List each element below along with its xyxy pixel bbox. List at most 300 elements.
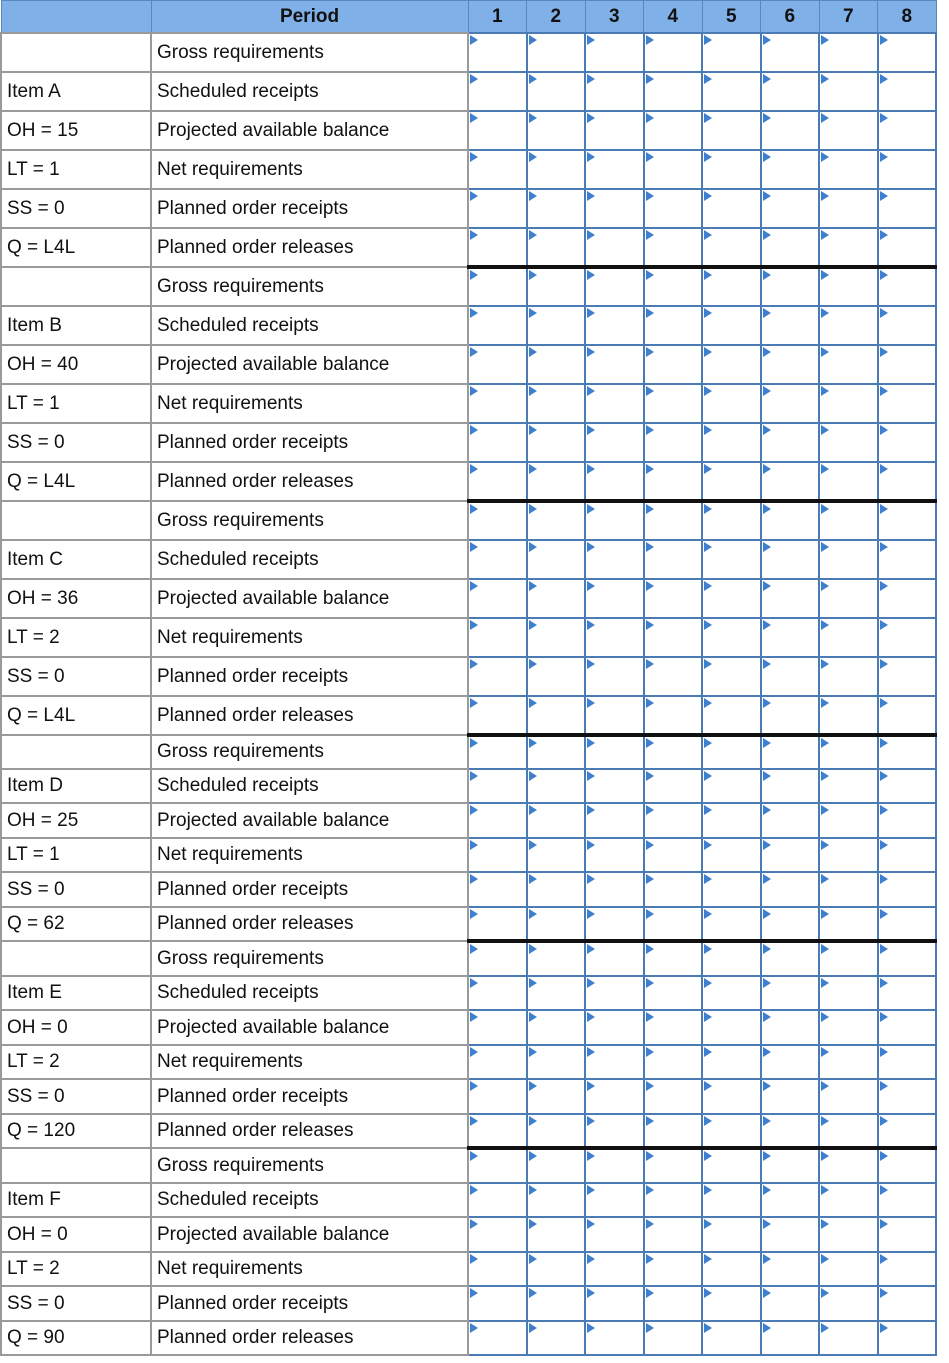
item-3-planned-order-releases-period-2-input[interactable]	[528, 697, 585, 733]
item-1-net-requirements-period-3-input[interactable]	[586, 151, 643, 188]
input-cell[interactable]	[819, 345, 878, 384]
item-6-net-requirements-period-4-input[interactable]	[645, 1253, 702, 1285]
item-1-net-requirements-period-5-input[interactable]	[703, 151, 760, 188]
input-cell[interactable]	[702, 306, 761, 345]
input-cell[interactable]	[819, 872, 878, 907]
item-3-planned-order-releases-period-8-input[interactable]	[879, 697, 936, 733]
input-cell[interactable]	[702, 267, 761, 306]
item-3-gross-requirements-period-4-input[interactable]	[645, 503, 702, 539]
item-1-projected-available-balance-period-2-input[interactable]	[528, 112, 585, 149]
item-4-gross-requirements-period-6-input[interactable]	[762, 737, 819, 768]
input-cell[interactable]	[644, 189, 703, 228]
item-3-projected-available-balance-period-4-input[interactable]	[645, 580, 702, 617]
item-3-projected-available-balance-period-8-input[interactable]	[879, 580, 936, 617]
item-3-gross-requirements-period-8-input[interactable]	[879, 503, 936, 539]
input-cell[interactable]	[702, 501, 761, 540]
input-cell[interactable]	[468, 1010, 527, 1045]
item-3-planned-order-receipts-period-8-input[interactable]	[879, 658, 936, 695]
input-cell[interactable]	[761, 423, 820, 462]
item-2-scheduled-receipts-period-7-input[interactable]	[820, 307, 877, 344]
input-cell[interactable]	[819, 189, 878, 228]
item-4-projected-available-balance-period-8-input[interactable]	[879, 804, 936, 837]
input-cell[interactable]	[527, 306, 586, 345]
input-cell[interactable]	[702, 1217, 761, 1252]
input-cell[interactable]	[878, 657, 937, 696]
item-4-planned-order-receipts-period-4-input[interactable]	[645, 873, 702, 906]
input-cell[interactable]	[819, 228, 878, 267]
item-2-net-requirements-period-8-input[interactable]	[879, 385, 936, 422]
input-cell[interactable]	[527, 657, 586, 696]
input-cell[interactable]	[819, 838, 878, 872]
input-cell[interactable]	[878, 1045, 937, 1079]
input-cell[interactable]	[585, 345, 644, 384]
item-2-scheduled-receipts-period-4-input[interactable]	[645, 307, 702, 344]
input-cell[interactable]	[527, 345, 586, 384]
item-2-projected-available-balance-period-8-input[interactable]	[879, 346, 936, 383]
input-cell[interactable]	[819, 1045, 878, 1079]
input-cell[interactable]	[819, 769, 878, 803]
item-4-planned-order-releases-period-5-input[interactable]	[703, 908, 760, 939]
item-1-planned-order-releases-period-6-input[interactable]	[762, 229, 819, 265]
input-cell[interactable]	[761, 1286, 820, 1321]
input-cell[interactable]	[761, 384, 820, 423]
input-cell[interactable]	[585, 941, 644, 976]
item-6-projected-available-balance-period-5-input[interactable]	[703, 1218, 760, 1251]
input-cell[interactable]	[819, 540, 878, 579]
input-cell[interactable]	[585, 1010, 644, 1045]
input-cell[interactable]	[702, 1010, 761, 1045]
item-6-scheduled-receipts-period-3-input[interactable]	[586, 1184, 643, 1216]
item-5-net-requirements-period-6-input[interactable]	[762, 1046, 819, 1078]
item-1-projected-available-balance-period-6-input[interactable]	[762, 112, 819, 149]
input-cell[interactable]	[468, 696, 527, 735]
item-4-gross-requirements-period-8-input[interactable]	[879, 737, 936, 768]
item-2-planned-order-releases-period-8-input[interactable]	[879, 463, 936, 499]
input-cell[interactable]	[761, 1183, 820, 1217]
input-cell[interactable]	[819, 111, 878, 150]
input-cell[interactable]	[644, 735, 703, 769]
input-cell[interactable]	[585, 1183, 644, 1217]
item-6-planned-order-receipts-period-3-input[interactable]	[586, 1287, 643, 1320]
item-1-projected-available-balance-period-1-input[interactable]	[469, 112, 526, 149]
item-2-gross-requirements-period-8-input[interactable]	[879, 269, 936, 305]
input-cell[interactable]	[761, 657, 820, 696]
input-cell[interactable]	[819, 657, 878, 696]
item-2-planned-order-releases-period-4-input[interactable]	[645, 463, 702, 499]
item-3-planned-order-receipts-period-4-input[interactable]	[645, 658, 702, 695]
input-cell[interactable]	[761, 501, 820, 540]
item-3-planned-order-receipts-period-1-input[interactable]	[469, 658, 526, 695]
input-cell[interactable]	[819, 976, 878, 1010]
input-cell[interactable]	[644, 1148, 703, 1183]
input-cell[interactable]	[644, 838, 703, 872]
item-5-scheduled-receipts-period-3-input[interactable]	[586, 977, 643, 1009]
item-5-scheduled-receipts-period-2-input[interactable]	[528, 977, 585, 1009]
item-6-gross-requirements-period-7-input[interactable]	[820, 1150, 877, 1182]
item-2-scheduled-receipts-period-8-input[interactable]	[879, 307, 936, 344]
item-6-planned-order-receipts-period-7-input[interactable]	[820, 1287, 877, 1320]
item-1-projected-available-balance-period-8-input[interactable]	[879, 112, 936, 149]
item-1-gross-requirements-period-6-input[interactable]	[762, 34, 819, 71]
input-cell[interactable]	[761, 540, 820, 579]
input-cell[interactable]	[819, 423, 878, 462]
input-cell[interactable]	[527, 1183, 586, 1217]
item-2-projected-available-balance-period-1-input[interactable]	[469, 346, 526, 383]
item-3-projected-available-balance-period-2-input[interactable]	[528, 580, 585, 617]
input-cell[interactable]	[644, 306, 703, 345]
item-5-gross-requirements-period-8-input[interactable]	[879, 943, 936, 975]
item-2-net-requirements-period-2-input[interactable]	[528, 385, 585, 422]
input-cell[interactable]	[585, 769, 644, 803]
input-cell[interactable]	[644, 501, 703, 540]
input-cell[interactable]	[761, 72, 820, 111]
input-cell[interactable]	[585, 267, 644, 306]
input-cell[interactable]	[761, 579, 820, 618]
item-3-scheduled-receipts-period-8-input[interactable]	[879, 541, 936, 578]
item-1-planned-order-releases-period-7-input[interactable]	[820, 229, 877, 265]
item-6-net-requirements-period-5-input[interactable]	[703, 1253, 760, 1285]
item-6-planned-order-receipts-period-6-input[interactable]	[762, 1287, 819, 1320]
item-6-planned-order-receipts-period-4-input[interactable]	[645, 1287, 702, 1320]
input-cell[interactable]	[527, 228, 586, 267]
input-cell[interactable]	[702, 228, 761, 267]
input-cell[interactable]	[702, 462, 761, 501]
input-cell[interactable]	[702, 803, 761, 838]
input-cell[interactable]	[761, 803, 820, 838]
item-6-projected-available-balance-period-6-input[interactable]	[762, 1218, 819, 1251]
item-3-planned-order-receipts-period-3-input[interactable]	[586, 658, 643, 695]
input-cell[interactable]	[702, 345, 761, 384]
item-5-gross-requirements-period-7-input[interactable]	[820, 943, 877, 975]
item-1-gross-requirements-period-4-input[interactable]	[645, 34, 702, 71]
input-cell[interactable]	[702, 1045, 761, 1079]
item-5-projected-available-balance-period-8-input[interactable]	[879, 1011, 936, 1044]
input-cell[interactable]	[644, 618, 703, 657]
item-2-projected-available-balance-period-2-input[interactable]	[528, 346, 585, 383]
input-cell[interactable]	[644, 769, 703, 803]
item-4-projected-available-balance-period-2-input[interactable]	[528, 804, 585, 837]
input-cell[interactable]	[585, 838, 644, 872]
item-6-scheduled-receipts-period-1-input[interactable]	[469, 1184, 526, 1216]
item-6-gross-requirements-period-4-input[interactable]	[645, 1150, 702, 1182]
item-2-gross-requirements-period-7-input[interactable]	[820, 269, 877, 305]
input-cell[interactable]	[468, 579, 527, 618]
item-3-projected-available-balance-period-1-input[interactable]	[469, 580, 526, 617]
input-cell[interactable]	[819, 803, 878, 838]
item-4-projected-available-balance-period-3-input[interactable]	[586, 804, 643, 837]
item-1-gross-requirements-period-7-input[interactable]	[820, 34, 877, 71]
item-6-planned-order-receipts-period-5-input[interactable]	[703, 1287, 760, 1320]
input-cell[interactable]	[468, 1217, 527, 1252]
item-5-planned-order-receipts-period-1-input[interactable]	[469, 1080, 526, 1113]
input-cell[interactable]	[761, 696, 820, 735]
input-cell[interactable]	[702, 696, 761, 735]
item-3-scheduled-receipts-period-2-input[interactable]	[528, 541, 585, 578]
item-1-planned-order-receipts-period-7-input[interactable]	[820, 190, 877, 227]
item-5-projected-available-balance-period-7-input[interactable]	[820, 1011, 877, 1044]
item-1-scheduled-receipts-period-6-input[interactable]	[762, 73, 819, 110]
item-6-net-requirements-period-1-input[interactable]	[469, 1253, 526, 1285]
item-2-planned-order-receipts-period-7-input[interactable]	[820, 424, 877, 461]
item-4-gross-requirements-period-5-input[interactable]	[703, 737, 760, 768]
item-6-planned-order-releases-period-5-input[interactable]	[703, 1322, 760, 1354]
item-3-projected-available-balance-period-6-input[interactable]	[762, 580, 819, 617]
item-4-planned-order-releases-period-4-input[interactable]	[645, 908, 702, 939]
item-3-gross-requirements-period-5-input[interactable]	[703, 503, 760, 539]
input-cell[interactable]	[878, 267, 937, 306]
item-6-scheduled-receipts-period-6-input[interactable]	[762, 1184, 819, 1216]
item-2-gross-requirements-period-4-input[interactable]	[645, 269, 702, 305]
item-2-planned-order-releases-period-6-input[interactable]	[762, 463, 819, 499]
item-3-planned-order-releases-period-3-input[interactable]	[586, 697, 643, 733]
input-cell[interactable]	[761, 872, 820, 907]
item-6-gross-requirements-period-3-input[interactable]	[586, 1150, 643, 1182]
item-4-planned-order-receipts-period-6-input[interactable]	[762, 873, 819, 906]
item-4-net-requirements-period-7-input[interactable]	[820, 839, 877, 871]
input-cell[interactable]	[468, 462, 527, 501]
item-4-projected-available-balance-period-6-input[interactable]	[762, 804, 819, 837]
item-2-projected-available-balance-period-6-input[interactable]	[762, 346, 819, 383]
item-2-net-requirements-period-4-input[interactable]	[645, 385, 702, 422]
item-1-scheduled-receipts-period-5-input[interactable]	[703, 73, 760, 110]
input-cell[interactable]	[819, 941, 878, 976]
input-cell[interactable]	[878, 150, 937, 189]
input-cell[interactable]	[585, 1148, 644, 1183]
item-5-planned-order-releases-period-2-input[interactable]	[528, 1115, 585, 1146]
input-cell[interactable]	[585, 501, 644, 540]
input-cell[interactable]	[702, 33, 761, 72]
item-3-net-requirements-period-1-input[interactable]	[469, 619, 526, 656]
item-3-scheduled-receipts-period-6-input[interactable]	[762, 541, 819, 578]
input-cell[interactable]	[644, 907, 703, 941]
item-1-net-requirements-period-8-input[interactable]	[879, 151, 936, 188]
input-cell[interactable]	[761, 907, 820, 941]
input-cell[interactable]	[644, 1079, 703, 1114]
input-cell[interactable]	[702, 423, 761, 462]
item-3-projected-available-balance-period-5-input[interactable]	[703, 580, 760, 617]
item-3-net-requirements-period-5-input[interactable]	[703, 619, 760, 656]
input-cell[interactable]	[644, 1252, 703, 1286]
item-5-planned-order-receipts-period-2-input[interactable]	[528, 1080, 585, 1113]
input-cell[interactable]	[644, 267, 703, 306]
input-cell[interactable]	[878, 501, 937, 540]
item-4-scheduled-receipts-period-1-input[interactable]	[469, 770, 526, 802]
input-cell[interactable]	[585, 872, 644, 907]
item-3-planned-order-receipts-period-7-input[interactable]	[820, 658, 877, 695]
input-cell[interactable]	[878, 976, 937, 1010]
input-cell[interactable]	[878, 579, 937, 618]
item-5-planned-order-releases-period-3-input[interactable]	[586, 1115, 643, 1146]
input-cell[interactable]	[468, 1114, 527, 1148]
input-cell[interactable]	[585, 735, 644, 769]
item-4-planned-order-receipts-period-3-input[interactable]	[586, 873, 643, 906]
input-cell[interactable]	[761, 228, 820, 267]
input-cell[interactable]	[819, 33, 878, 72]
item-4-net-requirements-period-5-input[interactable]	[703, 839, 760, 871]
item-5-gross-requirements-period-1-input[interactable]	[469, 943, 526, 975]
input-cell[interactable]	[468, 423, 527, 462]
input-cell[interactable]	[819, 501, 878, 540]
input-cell[interactable]	[761, 838, 820, 872]
item-1-projected-available-balance-period-5-input[interactable]	[703, 112, 760, 149]
item-4-net-requirements-period-6-input[interactable]	[762, 839, 819, 871]
item-5-net-requirements-period-8-input[interactable]	[879, 1046, 936, 1078]
input-cell[interactable]	[761, 618, 820, 657]
item-4-scheduled-receipts-period-3-input[interactable]	[586, 770, 643, 802]
item-5-planned-order-releases-period-6-input[interactable]	[762, 1115, 819, 1146]
item-2-planned-order-receipts-period-6-input[interactable]	[762, 424, 819, 461]
item-2-scheduled-receipts-period-1-input[interactable]	[469, 307, 526, 344]
input-cell[interactable]	[468, 1079, 527, 1114]
input-cell[interactable]	[468, 150, 527, 189]
item-4-planned-order-releases-period-1-input[interactable]	[469, 908, 526, 939]
item-3-projected-available-balance-period-3-input[interactable]	[586, 580, 643, 617]
input-cell[interactable]	[644, 33, 703, 72]
item-2-planned-order-releases-period-1-input[interactable]	[469, 463, 526, 499]
input-cell[interactable]	[527, 872, 586, 907]
item-1-projected-available-balance-period-3-input[interactable]	[586, 112, 643, 149]
item-6-projected-available-balance-period-1-input[interactable]	[469, 1218, 526, 1251]
input-cell[interactable]	[468, 1321, 527, 1355]
item-6-planned-order-releases-period-7-input[interactable]	[820, 1322, 877, 1354]
input-cell[interactable]	[527, 189, 586, 228]
item-1-net-requirements-period-4-input[interactable]	[645, 151, 702, 188]
item-5-gross-requirements-period-5-input[interactable]	[703, 943, 760, 975]
item-1-scheduled-receipts-period-8-input[interactable]	[879, 73, 936, 110]
input-cell[interactable]	[644, 150, 703, 189]
item-6-net-requirements-period-8-input[interactable]	[879, 1253, 936, 1285]
input-cell[interactable]	[878, 1217, 937, 1252]
item-3-gross-requirements-period-1-input[interactable]	[469, 503, 526, 539]
item-5-scheduled-receipts-period-5-input[interactable]	[703, 977, 760, 1009]
item-1-planned-order-receipts-period-8-input[interactable]	[879, 190, 936, 227]
input-cell[interactable]	[468, 941, 527, 976]
input-cell[interactable]	[878, 423, 937, 462]
item-6-net-requirements-period-6-input[interactable]	[762, 1253, 819, 1285]
item-6-planned-order-releases-period-3-input[interactable]	[586, 1322, 643, 1354]
input-cell[interactable]	[468, 33, 527, 72]
input-cell[interactable]	[468, 345, 527, 384]
input-cell[interactable]	[878, 1183, 937, 1217]
item-5-net-requirements-period-4-input[interactable]	[645, 1046, 702, 1078]
input-cell[interactable]	[878, 872, 937, 907]
item-3-planned-order-receipts-period-2-input[interactable]	[528, 658, 585, 695]
item-3-scheduled-receipts-period-5-input[interactable]	[703, 541, 760, 578]
input-cell[interactable]	[468, 384, 527, 423]
input-cell[interactable]	[527, 976, 586, 1010]
input-cell[interactable]	[585, 306, 644, 345]
item-2-net-requirements-period-1-input[interactable]	[469, 385, 526, 422]
input-cell[interactable]	[819, 267, 878, 306]
item-3-gross-requirements-period-3-input[interactable]	[586, 503, 643, 539]
input-cell[interactable]	[878, 1252, 937, 1286]
item-2-gross-requirements-period-6-input[interactable]	[762, 269, 819, 305]
input-cell[interactable]	[644, 111, 703, 150]
item-2-planned-order-receipts-period-8-input[interactable]	[879, 424, 936, 461]
input-cell[interactable]	[878, 1286, 937, 1321]
input-cell[interactable]	[819, 384, 878, 423]
item-4-planned-order-releases-period-2-input[interactable]	[528, 908, 585, 939]
item-6-scheduled-receipts-period-2-input[interactable]	[528, 1184, 585, 1216]
input-cell[interactable]	[468, 189, 527, 228]
input-cell[interactable]	[527, 1321, 586, 1355]
item-5-projected-available-balance-period-5-input[interactable]	[703, 1011, 760, 1044]
item-5-planned-order-receipts-period-3-input[interactable]	[586, 1080, 643, 1113]
item-4-scheduled-receipts-period-5-input[interactable]	[703, 770, 760, 802]
input-cell[interactable]	[527, 33, 586, 72]
item-5-projected-available-balance-period-3-input[interactable]	[586, 1011, 643, 1044]
input-cell[interactable]	[585, 423, 644, 462]
item-4-gross-requirements-period-2-input[interactable]	[528, 737, 585, 768]
input-cell[interactable]	[585, 384, 644, 423]
item-3-planned-order-releases-period-1-input[interactable]	[469, 697, 526, 733]
input-cell[interactable]	[878, 345, 937, 384]
input-cell[interactable]	[702, 657, 761, 696]
input-cell[interactable]	[702, 189, 761, 228]
input-cell[interactable]	[878, 1010, 937, 1045]
input-cell[interactable]	[819, 1321, 878, 1355]
item-2-scheduled-receipts-period-2-input[interactable]	[528, 307, 585, 344]
item-3-scheduled-receipts-period-3-input[interactable]	[586, 541, 643, 578]
item-2-planned-order-releases-period-3-input[interactable]	[586, 463, 643, 499]
item-5-projected-available-balance-period-2-input[interactable]	[528, 1011, 585, 1044]
item-1-gross-requirements-period-8-input[interactable]	[879, 34, 936, 71]
input-cell[interactable]	[468, 1286, 527, 1321]
item-2-scheduled-receipts-period-3-input[interactable]	[586, 307, 643, 344]
item-1-planned-order-releases-period-2-input[interactable]	[528, 229, 585, 265]
item-5-scheduled-receipts-period-6-input[interactable]	[762, 977, 819, 1009]
item-1-planned-order-releases-period-4-input[interactable]	[645, 229, 702, 265]
item-3-net-requirements-period-3-input[interactable]	[586, 619, 643, 656]
item-3-planned-order-releases-period-4-input[interactable]	[645, 697, 702, 733]
input-cell[interactable]	[468, 501, 527, 540]
item-6-net-requirements-period-7-input[interactable]	[820, 1253, 877, 1285]
item-1-net-requirements-period-6-input[interactable]	[762, 151, 819, 188]
input-cell[interactable]	[702, 111, 761, 150]
input-cell[interactable]	[468, 976, 527, 1010]
input-cell[interactable]	[761, 1252, 820, 1286]
input-cell[interactable]	[702, 150, 761, 189]
input-cell[interactable]	[761, 306, 820, 345]
input-cell[interactable]	[761, 189, 820, 228]
input-cell[interactable]	[468, 228, 527, 267]
input-cell[interactable]	[527, 735, 586, 769]
item-6-net-requirements-period-2-input[interactable]	[528, 1253, 585, 1285]
input-cell[interactable]	[527, 1217, 586, 1252]
item-1-gross-requirements-period-1-input[interactable]	[469, 34, 526, 71]
input-cell[interactable]	[819, 618, 878, 657]
input-cell[interactable]	[702, 976, 761, 1010]
input-cell[interactable]	[878, 1148, 937, 1183]
input-cell[interactable]	[527, 423, 586, 462]
input-cell[interactable]	[819, 150, 878, 189]
input-cell[interactable]	[468, 803, 527, 838]
input-cell[interactable]	[527, 1148, 586, 1183]
item-6-projected-available-balance-period-4-input[interactable]	[645, 1218, 702, 1251]
input-cell[interactable]	[468, 1045, 527, 1079]
item-4-planned-order-receipts-period-8-input[interactable]	[879, 873, 936, 906]
input-cell[interactable]	[878, 540, 937, 579]
item-3-planned-order-releases-period-6-input[interactable]	[762, 697, 819, 733]
input-cell[interactable]	[527, 579, 586, 618]
item-5-planned-order-releases-period-1-input[interactable]	[469, 1115, 526, 1146]
input-cell[interactable]	[819, 1217, 878, 1252]
item-4-planned-order-receipts-period-7-input[interactable]	[820, 873, 877, 906]
input-cell[interactable]	[468, 540, 527, 579]
item-5-planned-order-releases-period-8-input[interactable]	[879, 1115, 936, 1146]
input-cell[interactable]	[878, 462, 937, 501]
item-1-projected-available-balance-period-4-input[interactable]	[645, 112, 702, 149]
